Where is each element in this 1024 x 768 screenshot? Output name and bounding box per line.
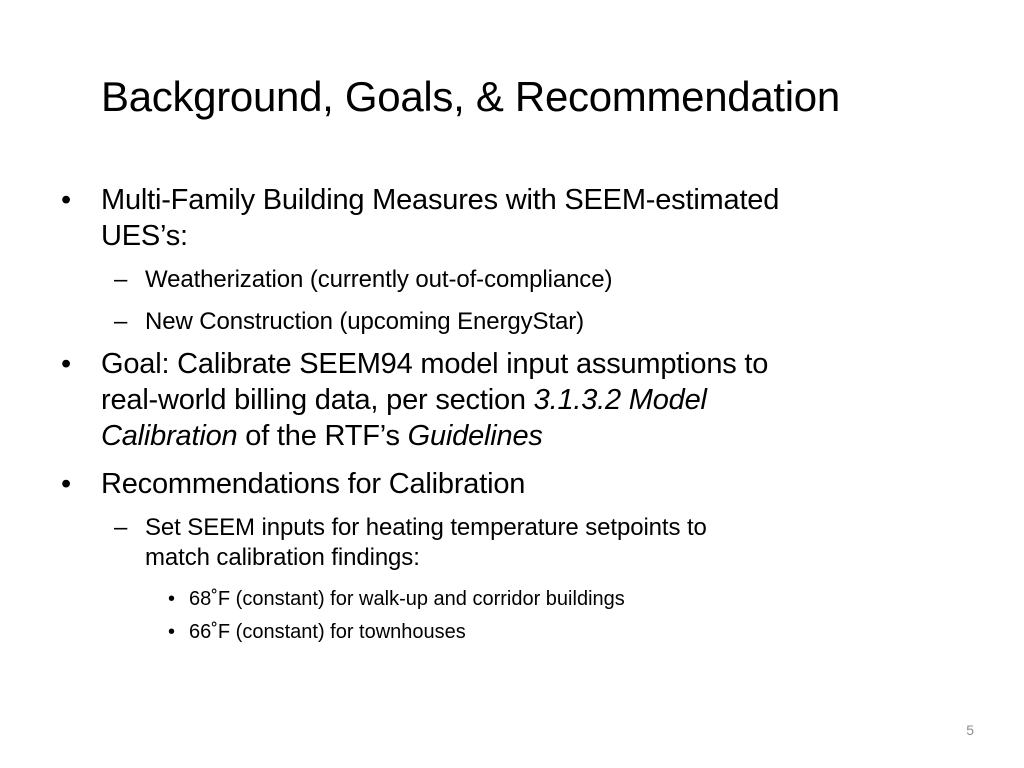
dash-marker: – <box>114 308 128 335</box>
dash-marker: – <box>114 266 128 293</box>
bullet-marker: • <box>61 348 71 380</box>
bullet-level1 <box>61 182 780 254</box>
slide-title: Background, Goals, & Recommendation <box>101 73 840 120</box>
bullet-text-line: UES’s: <box>101 220 188 252</box>
italic-reference: 3.1.3.2 Model <box>533 384 707 416</box>
dash-marker: – <box>114 514 128 541</box>
bullet-marker: • <box>61 468 71 500</box>
bullet-text: 66˚F (constant) for townhouses <box>189 621 466 643</box>
slide-number: 5 <box>966 722 974 738</box>
bullet-text-line: match calibration findings: <box>145 544 420 571</box>
text-run: real-world billing data, per section <box>101 384 534 416</box>
bullet-text: Recommendations for Calibration <box>101 468 526 500</box>
bullet-level3 <box>168 618 466 646</box>
bullet-level2 <box>114 513 707 573</box>
bullet-marker: • <box>168 621 176 643</box>
bullet-text: New Construction (upcoming EnergyStar) <box>145 308 585 335</box>
bullet-text: 68˚F (constant) for walk-up and corridor buildings <box>189 588 625 610</box>
bullet-text-line: Goal: Calibrate SEEM94 model input assumptions to <box>101 348 769 380</box>
bullet-text: Weatherization (currently out-of-compliance) <box>145 266 613 293</box>
bullet-text-line: Set SEEM inputs for heating temperature setpoints to <box>145 514 707 541</box>
italic-reference: Calibration <box>101 420 238 452</box>
text-run: of the RTF’s <box>237 420 408 452</box>
bullet-text-line <box>101 418 768 454</box>
bullet-text-line: Multi-Family Building Measures with SEEM-estimated <box>101 184 780 216</box>
bullet-marker: • <box>168 588 176 610</box>
bullet-level3 <box>168 585 625 613</box>
italic-reference: Guidelines <box>407 420 543 452</box>
bullet-level2 <box>114 265 613 295</box>
bullet-marker: • <box>61 184 71 216</box>
bullet-level1 <box>61 346 769 454</box>
bullet-text-line <box>101 382 768 418</box>
bullet-level2 <box>114 307 585 337</box>
bullet-level1 <box>61 466 526 502</box>
